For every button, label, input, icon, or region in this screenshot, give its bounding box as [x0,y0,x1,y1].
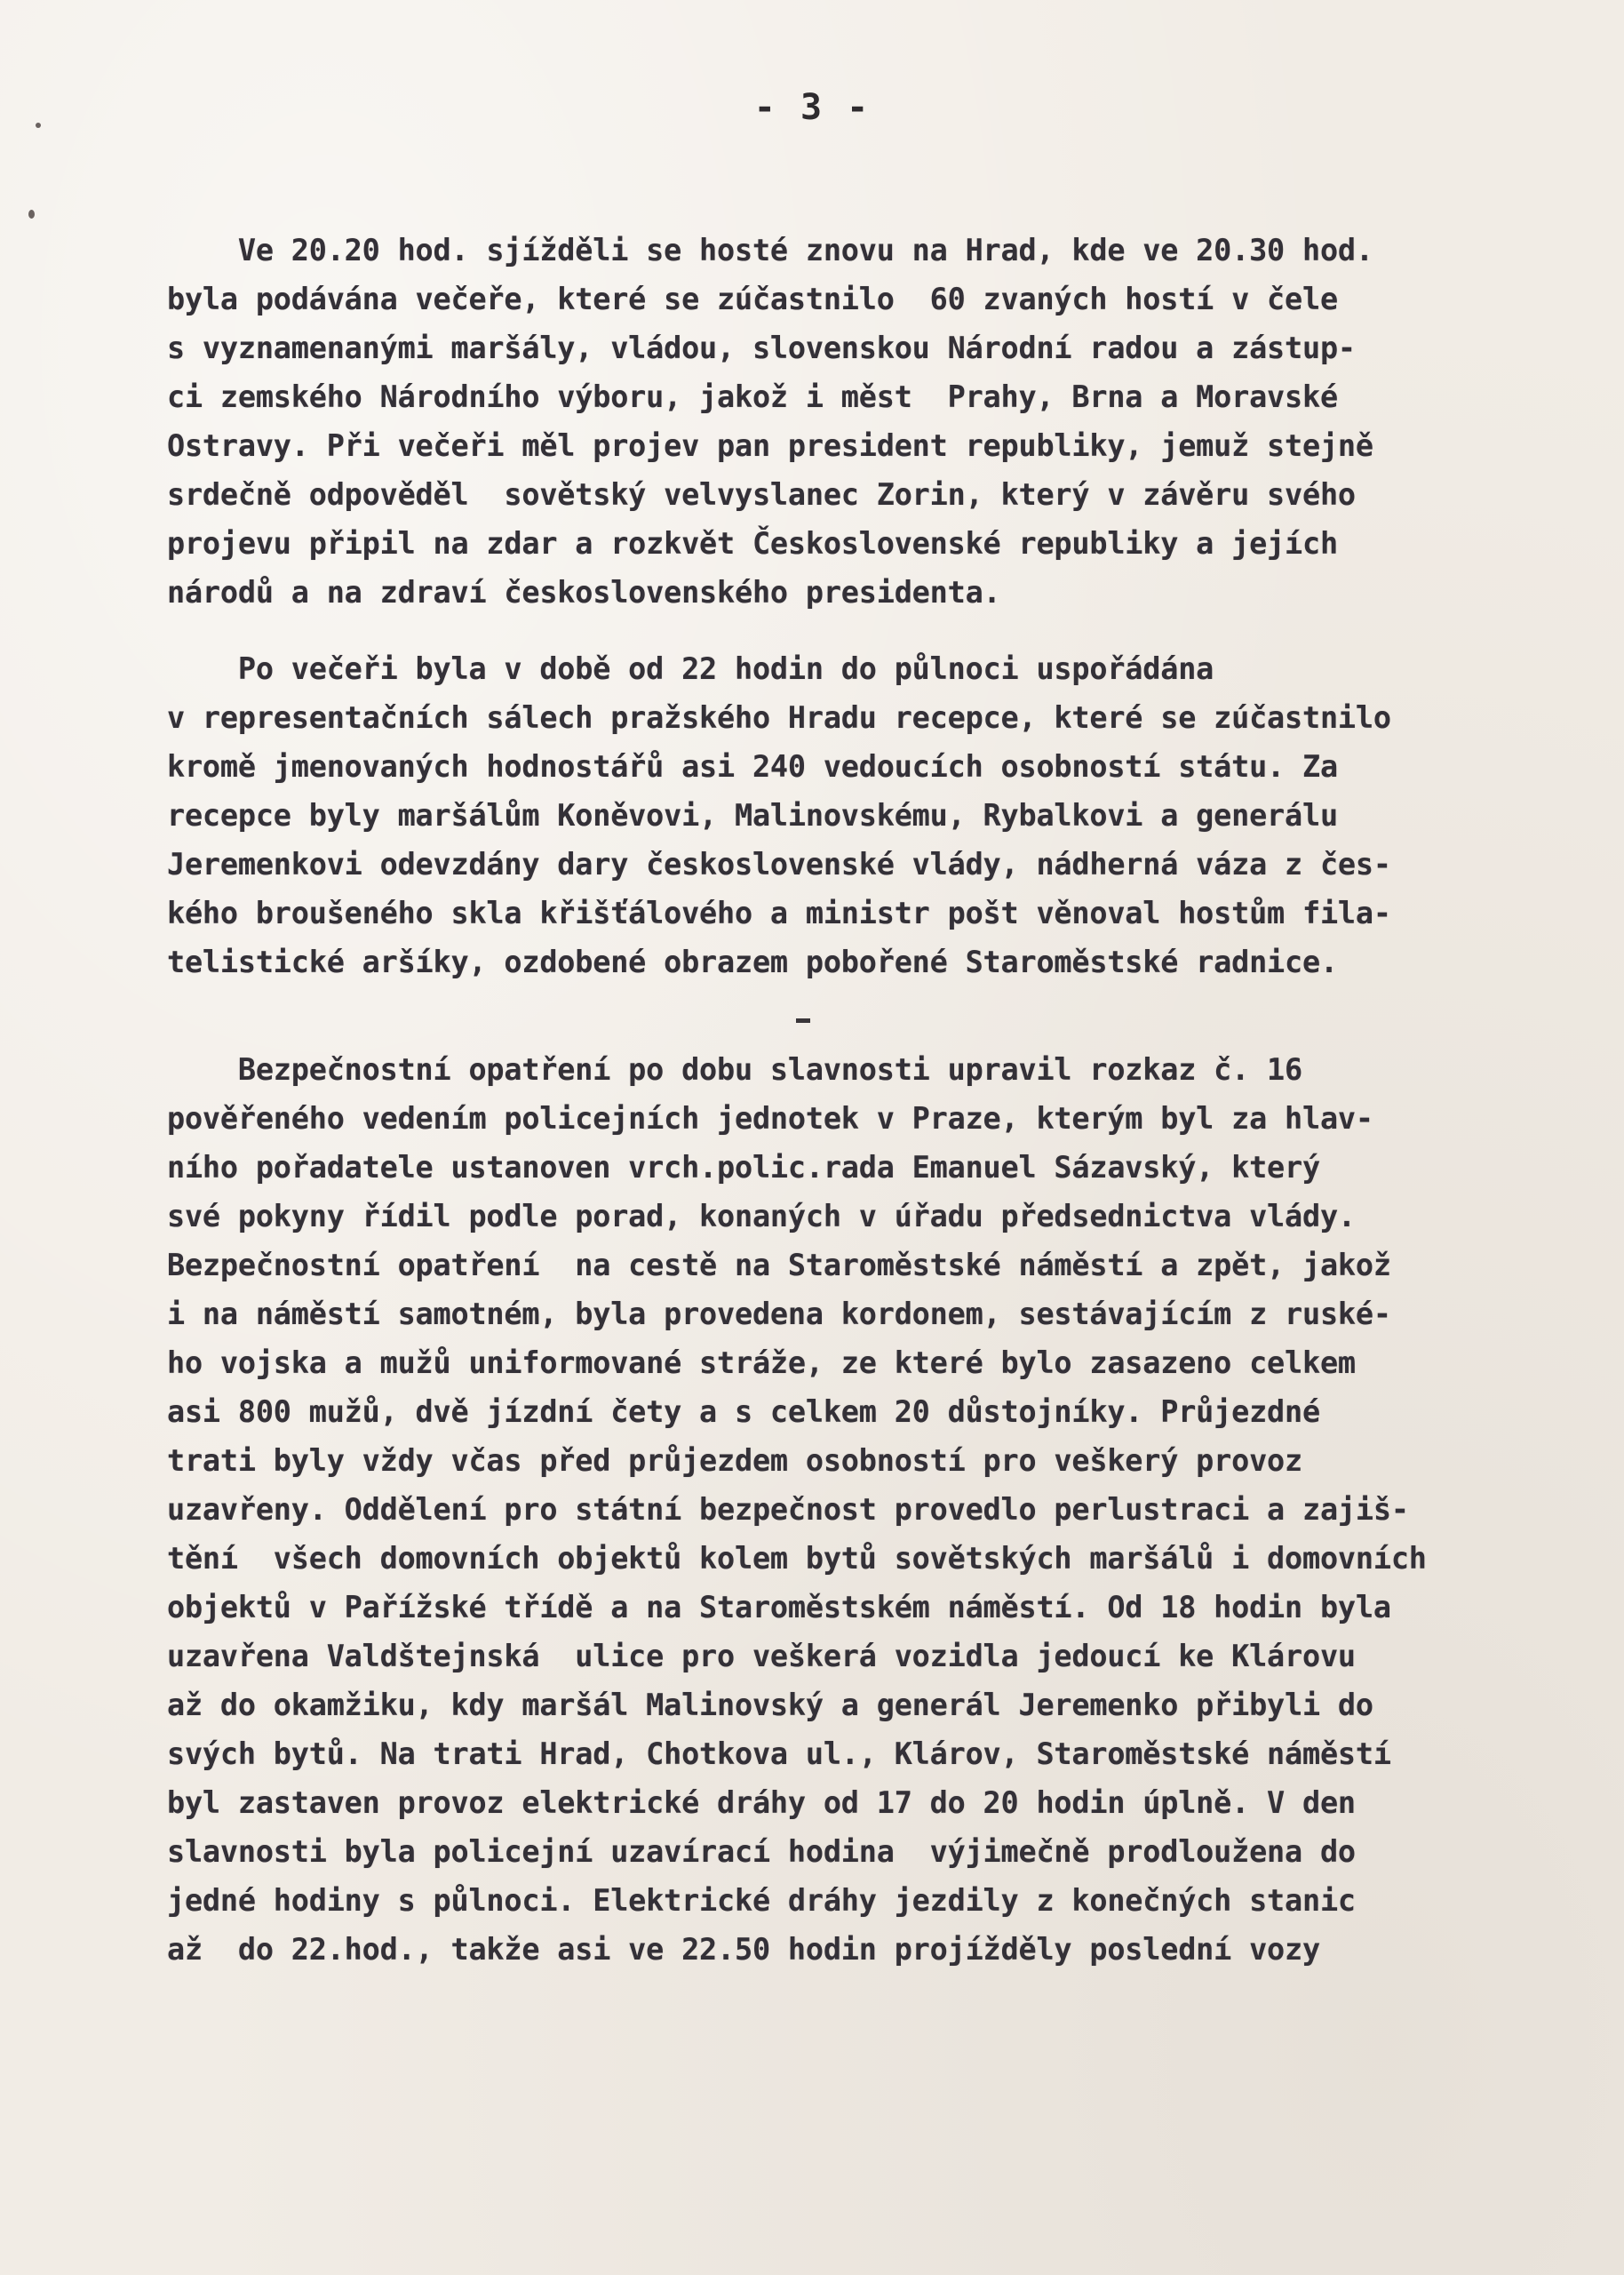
text-line: ho vojska a mužů uniformované stráže, ze které bylo zasazeno celkem [167,1345,1356,1380]
text-line: byla podávána večeře, které se zúčastnilo 60 zvaných hostí v čele [167,282,1338,316]
text-line: projevu připil na zdar a rozkvět Československé republiky a jejích [167,526,1338,561]
text-line: slavnosti byla policejní uzavírací hodina výjimečně prodloužena do [167,1834,1356,1869]
text-line: asi 800 mužů, dvě jízdní čety a s celkem 20 důstojníky. Průjezdné [167,1394,1320,1429]
text-line: uzavřeny. Oddělení pro státní bezpečnost provedlo perlustraci a zajiš- [167,1492,1409,1527]
text-line: Ostravy. Při večeři měl projev pan president republiky, jemuž stejně [167,428,1373,463]
text-line: ního pořadatele ustanoven vrch.polic.rada Emanuel Sázavský, který [167,1150,1320,1185]
text-line: Bezpečnostní opatření po dobu slavnosti upravil rozkaz č. 16 [167,1052,1302,1087]
text-line: srdečně odpověděl sovětský velvyslanec Zorin, který v závěru svého [167,477,1356,512]
text-line: pověřeného vedením policejních jednotek v Praze, kterým byl za hlav- [167,1101,1373,1136]
text-line: v representačních sálech pražského Hradu recepce, které se zúčastnilo [167,700,1391,735]
text-line: Bezpečnostní opatření na cestě na Staroměstské náměstí a zpět, jakož [167,1248,1391,1282]
page-number: - 3 - [753,87,871,128]
text-line: Jeremenkovi odevzdány dary československé vlády, nádherná váza z čes- [167,847,1391,882]
text-line: Ve 20.20 hod. sjížděli se hosté znovu na Hrad, kde ve 20.30 hod. [167,233,1373,267]
section-separator [796,1018,810,1023]
text-line: jedné hodiny s půlnoci. Elektrické dráhy jezdily z konečných stanic [167,1883,1356,1918]
text-line: kromě jmenovaných hodnostářů asi 240 vedoucích osobností státu. Za [167,749,1338,784]
text-line: tění všech domovních objektů kolem bytů sovětských maršálů i domovních [167,1541,1427,1576]
text-line: až do okamžiku, kdy maršál Malinovský a generál Jeremenko přibyli do [167,1688,1373,1722]
text-line: Po večeři byla v době od 22 hodin do půlnoci uspořádána [167,651,1214,686]
text-line: až do 22.hod., takže asi ve 22.50 hodin projížděly poslední vozy [167,1932,1320,1967]
text-line: s vyznamenanými maršály, vládou, slovenskou Národní radou a zástup- [167,331,1356,365]
text-line: národů a na zdraví československého presidenta. [167,575,1001,610]
text-line: telistické aršíky, ozdobené obrazem pobořené Staroměstské radnice. [167,945,1338,979]
text-line: kého broušeného skla křišťálového a ministr pošt věnoval hostům fila- [167,896,1391,930]
text-line: uzavřena Valdštejnská ulice pro veškerá vozidla jedoucí ke Klárovu [167,1639,1356,1673]
text-line: trati byly vždy včas před průjezdem osobností pro veškerý provoz [167,1443,1302,1478]
text-line: své pokyny řídil podle porad, konaných v úřadu předsednictva vlády. [167,1199,1356,1233]
text-line: recepce byly maršálům Koněvovi, Malinovskému, Rybalkovi a generálu [167,798,1338,833]
text-line: svých bytů. Na trati Hrad, Chotkova ul., Klárov, Staroměstské náměstí [167,1736,1391,1771]
text-line: ci zemského Národního výboru, jakož i měst Prahy, Brna a Moravské [167,379,1338,414]
text-line: byl zastaven provoz elektrické dráhy od 17 do 20 hodin úplně. V den [167,1785,1356,1820]
text-line: objektů v Pařížské třídě a na Staroměstském náměstí. Od 18 hodin byla [167,1590,1391,1624]
text-line: i na náměstí samotném, byla provedena kordonem, sestávajícím z ruské- [167,1297,1391,1331]
